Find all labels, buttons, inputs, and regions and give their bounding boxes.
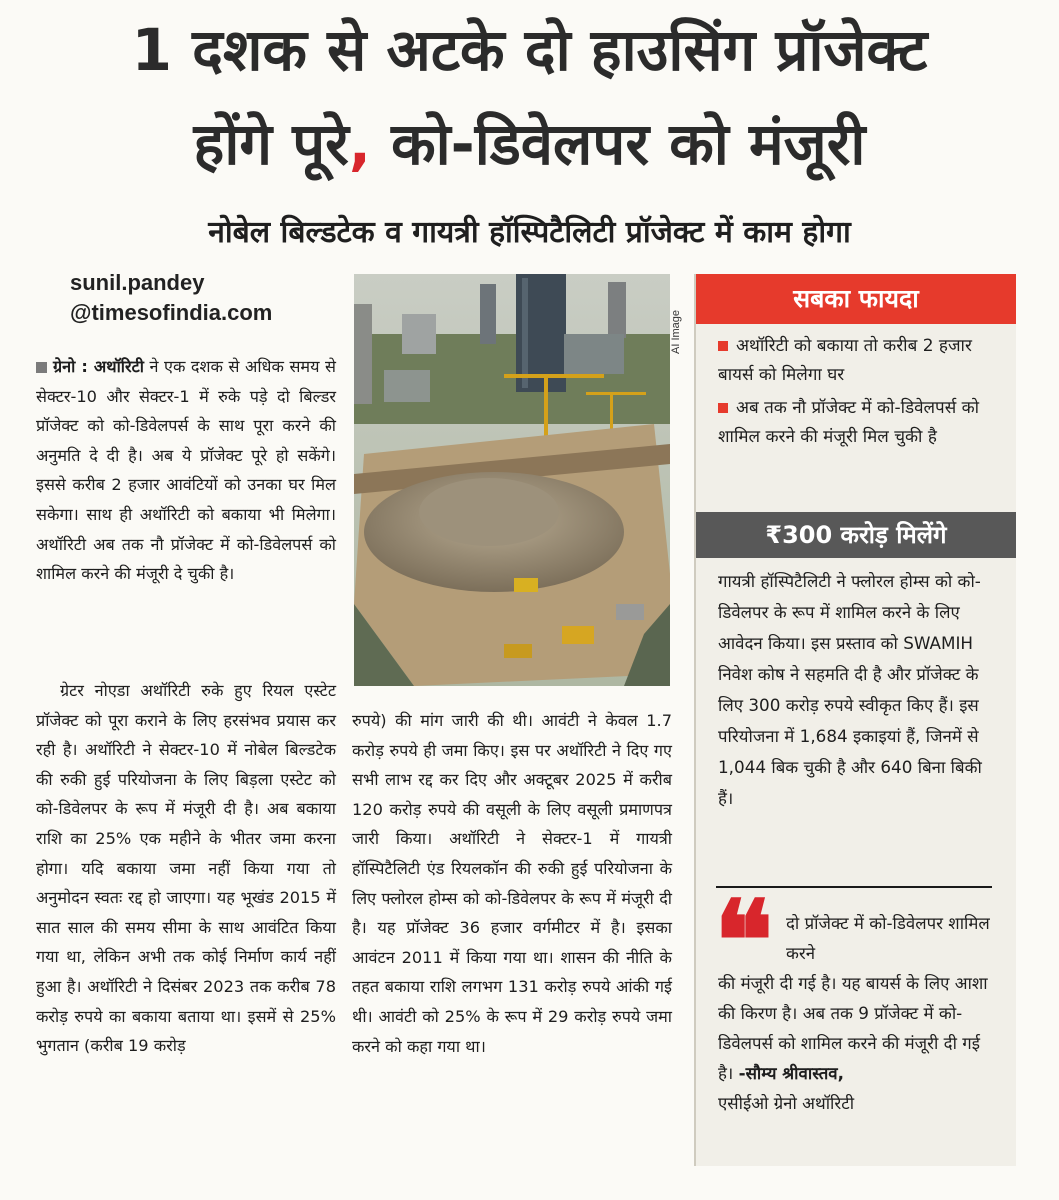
- article-paragraph-2: [36, 676, 336, 1061]
- headline-comma: ,: [348, 110, 371, 178]
- sidebar-band-heading: ₹300 करोड़ मिलेंगे: [696, 512, 1016, 558]
- sidebar-item: [718, 394, 988, 452]
- column-2-text: रुपये) की मांग जारी की थी। आवंटी ने केवल 1.7 करोड़ रुपये ही जमा किए। इस पर अथॉरिटी ने दिए गए सभी लाभ रद्द कर दिए और अक्टूबर 2025 में करीब 120 करोड़ रुपये की वसूली के लिए वसूली प्रमाणपत्र जारी किया। अथॉरिटी ने सेक्टर-1 में गायत्री हॉस्पिटैलिटी एंड रियलकॉन की रुकी हुई परियोजना के लिए फ्लोरल होम्स को को-डिवेलपर के रूप में मंजूरी दी है। यह प्रॉजेक्ट 36 हजार वर्गमीटर में है। इसका आवंटन 2011 में किया गया था। शासन की नीति के तहत बकाया राशि लगभग 131 करोड़ रुपये आंकी गई थी। आवंटी को 25% के रूप में 29 करोड़ रुपये जमा करने को कहा गया था।: [352, 711, 672, 1056]
- headline-line-2-part-a: होंगे पूरे: [193, 110, 349, 178]
- byline-handle: @timesofindia.com: [70, 300, 273, 325]
- square-bullet-icon: [718, 341, 728, 351]
- sidebar-item-text: अब तक नौ प्रॉजेक्ट में को-डिवेलपर्स को शामिल करने की मंजूरी मिल चुकी है: [718, 398, 980, 447]
- square-bullet-icon: [36, 362, 47, 373]
- ai-image-label: AI Image: [670, 309, 682, 354]
- sidebar-header: सबका फायदा: [696, 274, 1016, 324]
- headline-line-2: [0, 108, 1059, 180]
- sidebar-box: [694, 274, 1016, 1166]
- quote-first-line: दो प्रॉजेक्ट में को-डिवेलपर शामिल करने: [786, 913, 990, 963]
- paragraph-2-text: ग्रेटर नोएडा अथॉरिटी रुके हुए रियल एस्टेट प्रॉजेक्ट को पूरा कराने के लिए हरसंभव प्रयास कर रही है। अथॉरिटी ने सेक्टर-10 में नोबेल बिल्डटेक की रुकी हुई परियोजना के लिए बिड़ला एस्टेट को को-डिवेलपर के रूप में मंजूरी दी है। अब बकाया राशि का 25% एक महीने के भीतर जमा करना होगा। यदि बकाया जमा नहीं किया गया तो अनुमोदन स्वतः रद्द हो जाएगा। यह भूखंड 2015 में सात साल की समय सीमा के साथ आवंटित किया गया था, लेकिन अभी तक कोई निर्माण कार्य नहीं हुआ है। अथॉरिटी ने दिसंबर 2023 तक करीब 78 करोड़ रुपये का बकाया बताया था। इसमें से 25% भुगतान (करीब 19 करोड़: [36, 681, 336, 1056]
- headline-line-2-part-b: को-डिवेलपर को मंजूरी: [370, 110, 866, 178]
- byline-name: sunil.pandey: [70, 270, 205, 295]
- quote-attribution: -सौम्य श्रीवास्तव,: [738, 1063, 844, 1083]
- quote-role: एसीईओ ग्रेनो अथॉरिटी: [718, 1093, 855, 1113]
- lead-text: ने एक दशक से अधिक समय से सेक्टर-10 और सेक्टर-1 में रुके पड़े दो बिल्डर प्रॉजेक्ट को को-डिवेलपर्स के साथ पूरा करने की अनुमति दे दी है। अब ये प्रॉजेक्ट पूरे हो सकेंगे। इससे करीब 2 हजार आवंटियों को उनका घर मिल सकेगा। साथ ही अथॉरिटी को बकाया भी मिलेगा। अथॉरिटी अब तक नौ प्रॉजेक्ट में को-डिवेलपर्स को शामिल करने की मंजूरी दे चुकी है।: [36, 357, 336, 584]
- pull-quote: [718, 908, 1000, 1118]
- dateline: ग्रेनो : अथॉरिटी: [53, 357, 144, 376]
- headline-line-1: 1 दशक से अटके दो हाउसिंग प्रॉजेक्ट: [131, 16, 928, 84]
- sidebar-body-text: गायत्री हॉस्पिटैलिटी ने फ्लोरल होम्स को को-डिवेलपर के रूप में शामिल करने के लिए आवेदन किया। इस प्रस्ताव को SWAMIH निवेश कोष ने सहमति दी है और प्रॉजेक्ट के लिए 300 करोड़ रुपये स्वीकृत किए हैं। इस परियोजना में 1,684 इकाइयां हैं, जिनमें से 1,044 बिक चुकी है और 640 बिना बिकी हैं।: [718, 571, 982, 808]
- subheadline: नोबेल बिल्डटेक व गायत्री हॉस्पिटैलिटी प्रॉजेक्ट में काम होगा: [208, 215, 851, 250]
- square-bullet-icon: [718, 403, 728, 413]
- article-column-2: [352, 706, 672, 1061]
- article-lead-paragraph: [36, 352, 336, 589]
- quote-mark-icon: ❝: [714, 876, 774, 1005]
- byline: [70, 268, 272, 328]
- construction-site-photo: [354, 274, 670, 686]
- sidebar-item: [718, 332, 988, 390]
- quote-text: की मंजूरी दी गई है। यह बायर्स के लिए आशा की किरण है। अब तक 9 प्रॉजेक्ट में को-डिवेलपर्स को शामिल करने की मंजूरी दी गई है।: [718, 973, 988, 1083]
- sidebar-item-text: अथॉरिटी को बकाया तो करीब 2 हजार बायर्स को मिलेगा घर: [718, 336, 972, 385]
